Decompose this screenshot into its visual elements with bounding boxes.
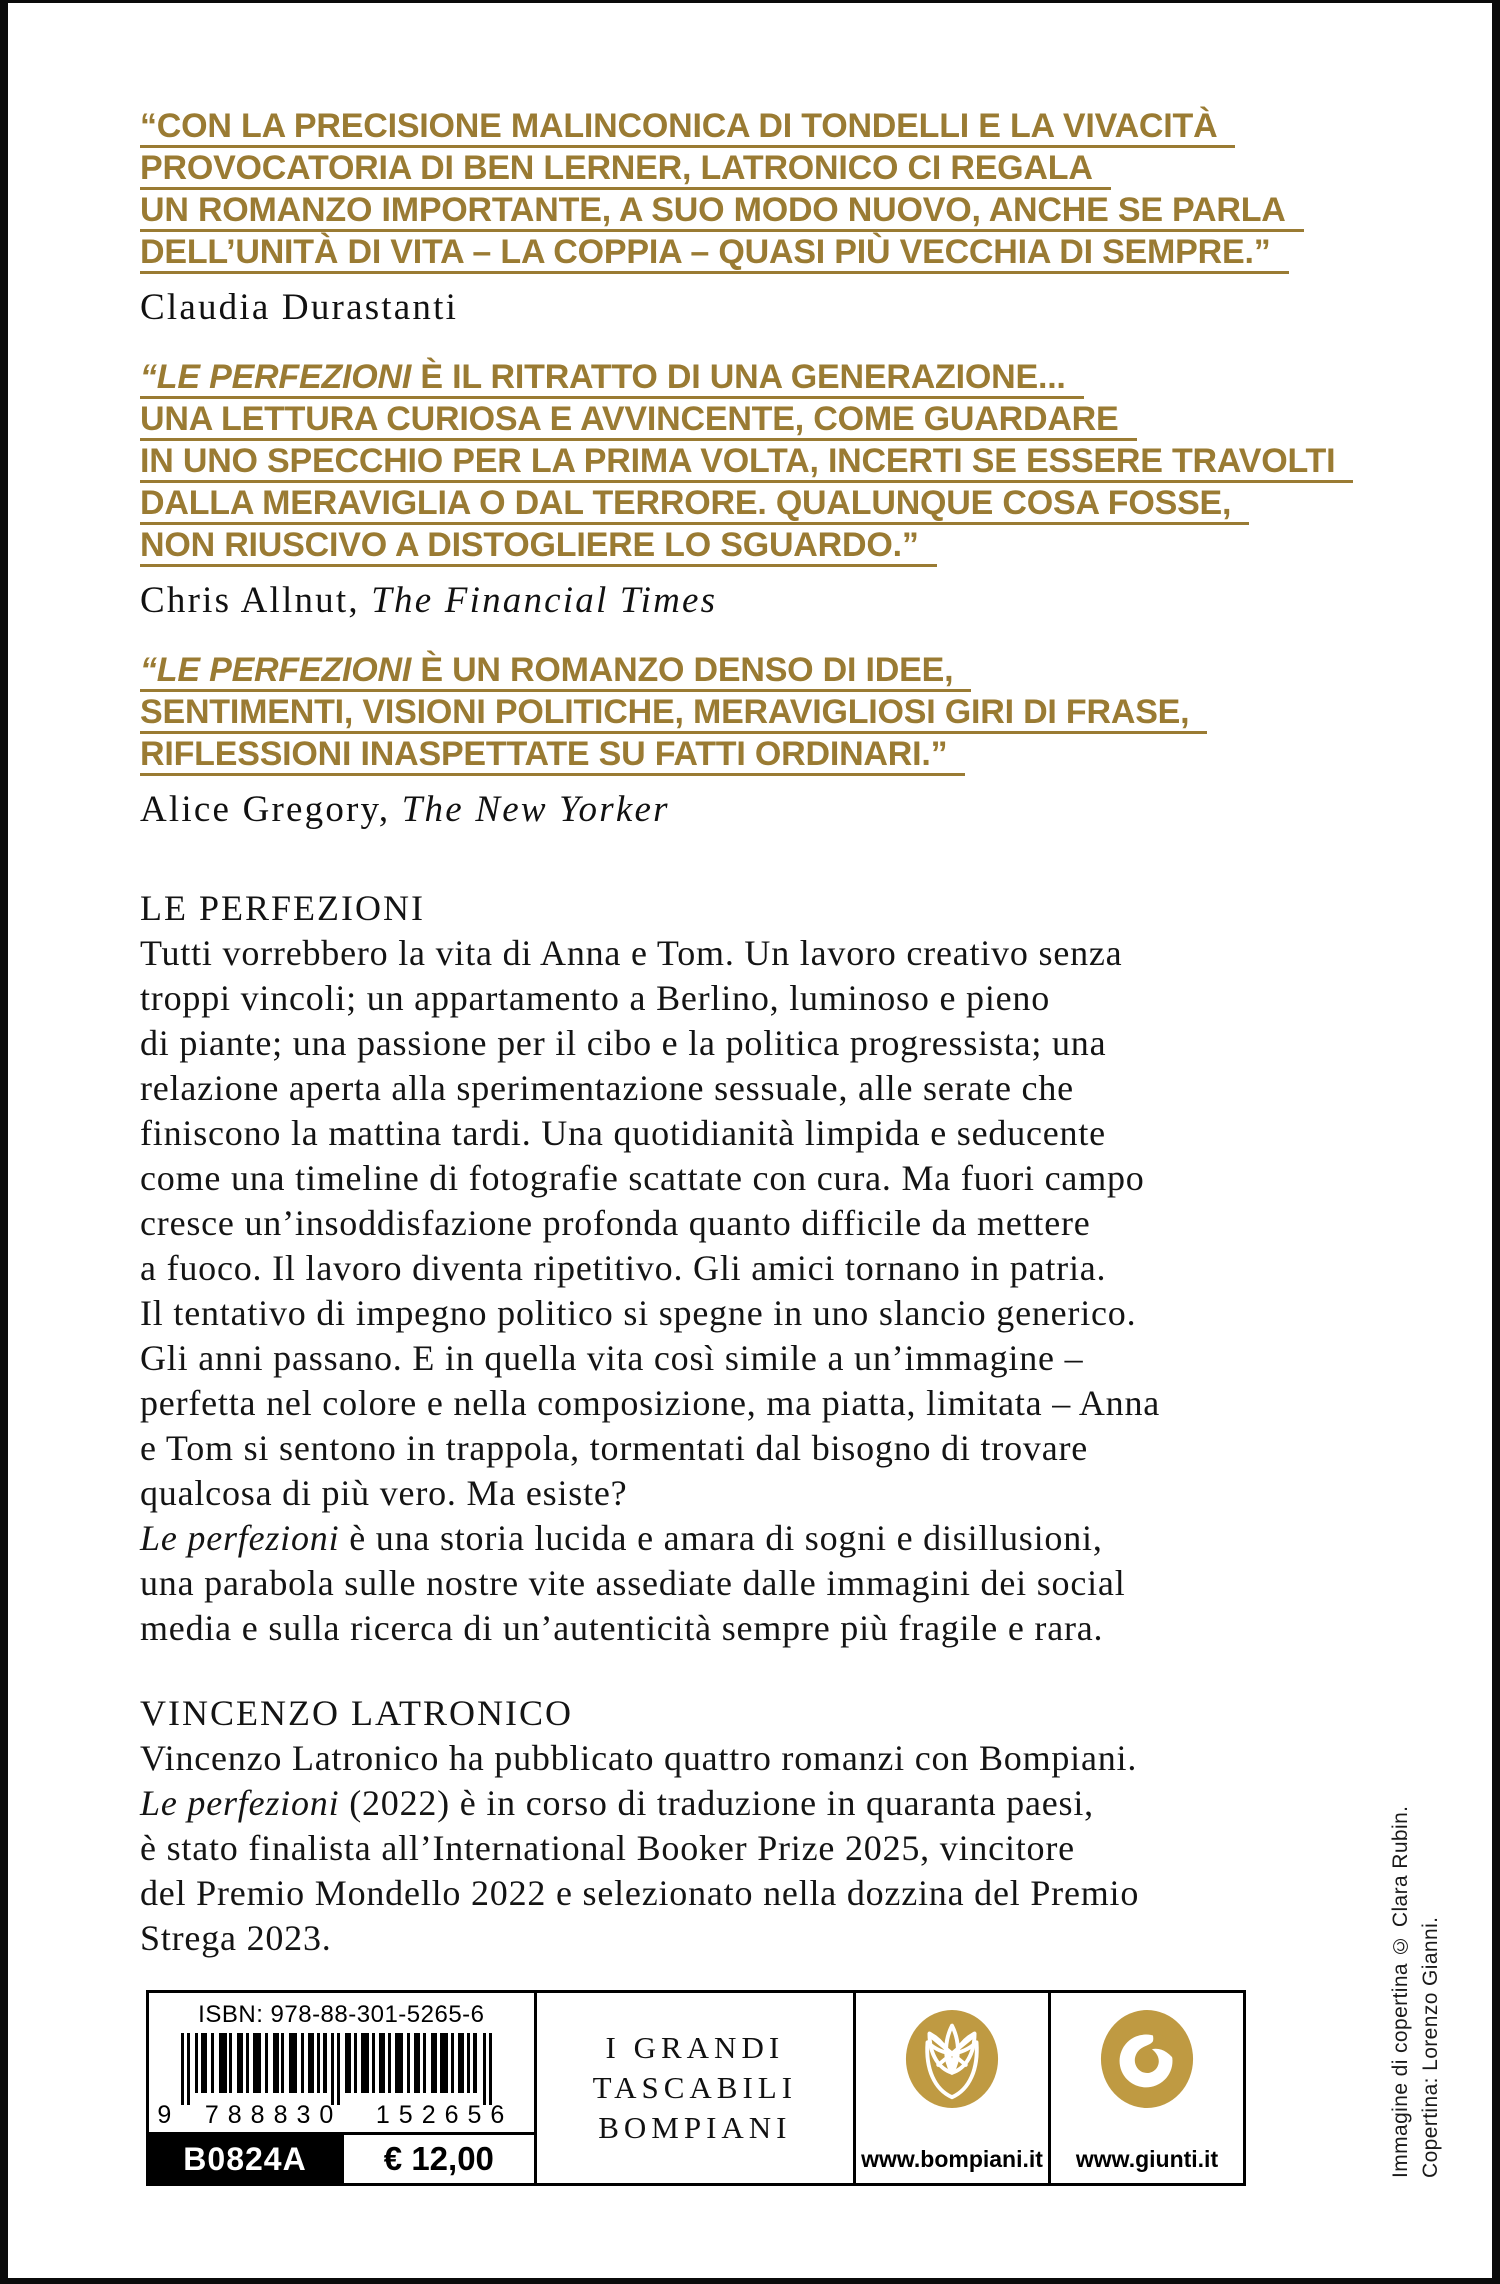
imprint-line: TASCABILI [592, 2070, 798, 2105]
quote-attribution [140, 286, 1380, 330]
quote-line [140, 235, 1289, 274]
giunti-url: www.giunti.it [1075, 2146, 1219, 2172]
quote-line [140, 695, 1207, 734]
quote-line [140, 360, 1084, 399]
text-segment: The New Yorker [401, 789, 670, 830]
synopsis-line [140, 1291, 1380, 1336]
text-segment: Alice Gregory, [140, 789, 402, 830]
synopsis-section [140, 886, 1380, 1651]
text-segment: DALLA MERAVIGLIA O DAL TERRORE. QUALUNQUE COSA FOSSE, [140, 484, 1232, 522]
price-row [149, 2132, 534, 2183]
synopsis-line [140, 1381, 1380, 1426]
bio-line [140, 1781, 1380, 1826]
synopsis-line [140, 1066, 1380, 1111]
barcode-digit-lead: 9 [157, 2101, 172, 2129]
synopsis-line [140, 1426, 1380, 1471]
synopsis-line [140, 931, 1380, 976]
synopsis-line [140, 1111, 1380, 1156]
text-segment: SENTIMENTI, VISIONI POLITICHE, MERAVIGLIOSI GIRI DI FRASE, [140, 693, 1190, 731]
text-segment: Le perfezioni [140, 1518, 340, 1558]
text-segment: Chris Allnut, [140, 580, 372, 621]
text-segment: “LE PERFEZIONI [140, 358, 412, 396]
barcode-digits-left: 788830 [204, 2101, 343, 2129]
edition-code-badge: B0824A [149, 2135, 341, 2183]
synopsis-line [140, 1336, 1380, 1381]
synopsis-line [140, 1606, 1380, 1651]
author-bio-text [140, 1736, 1380, 1961]
bompiani-panel [853, 1993, 1048, 2183]
text-segment: RIFLESSIONI INASPETTATE SU FATTI ORDINARI.” [140, 735, 948, 773]
synopsis-line [140, 1246, 1380, 1291]
text-segment: The Financial Times [371, 580, 718, 621]
text-segment: DELL’UNITÀ DI VITA – LA COPPIA – QUASI PIÙ VECCHIA DI SEMPRE.” [140, 233, 1271, 271]
text-segment: Claudia Durastanti [140, 287, 459, 328]
barcode-area [149, 1993, 534, 2132]
text-segment: relazione aperta alla sperimentazione sessuale, alle serate che [140, 1068, 1074, 1108]
synopsis-line [140, 976, 1380, 1021]
cover-image-credit: Immagine di copertina © Clara Rubin. [1389, 1805, 1412, 2178]
synopsis-line [140, 1021, 1380, 1066]
text-segment: media e sulla ricerca di un’autenticità sempre più fragile e rara. [140, 1608, 1104, 1648]
quote-line [140, 737, 965, 776]
imprint-line: BOMPIANI [598, 2110, 792, 2145]
text-segment: “LE PERFEZIONI [140, 651, 412, 689]
bio-line [140, 1826, 1380, 1871]
author-name-heading: VINCENZO LATRONICO [140, 1693, 573, 1733]
text-segment: PROVOCATORIA DI BEN LERNER, LATRONICO CI REGALA [140, 149, 1093, 187]
giunti-panel [1048, 1993, 1243, 2183]
isbn-label: ISBN: 978-88-301-5265-6 [198, 2001, 485, 2028]
quote-line [140, 402, 1137, 441]
quote-line [140, 151, 1111, 190]
text-segment: è una storia lucida e amara di sogni e disillusioni, [339, 1518, 1103, 1558]
text-segment: di piante; una passione per il cibo e la politica progressista; una [140, 1023, 1107, 1063]
imprint-line: I GRANDI [605, 2030, 785, 2065]
author-bio-section [140, 1691, 1380, 1961]
text-segment: e Tom si sentono in trappola, tormentati dal bisogno di trovare [140, 1428, 1089, 1468]
quote-line [140, 444, 1353, 483]
imprint-panel [534, 1993, 853, 2183]
text-segment: Vincenzo Latronico ha pubblicato quattro romanzi con Bompiani. [140, 1738, 1138, 1778]
synopsis-title: LE PERFEZIONI [140, 888, 425, 928]
cover-design-credit: Copertina: Lorenzo Gianni. [1419, 1916, 1442, 2178]
text-segment: Gli anni passano. E in quella vita così simile a un’immagine – [140, 1338, 1084, 1378]
text-segment: Tutti vorrebbero la vita di Anna e Tom. Un lavoro creativo senza [140, 933, 1123, 973]
text-segment: qualcosa di più vero. Ma esiste? [140, 1473, 628, 1513]
quote-line [140, 653, 971, 692]
text-segment: Le perfezioni [140, 1783, 340, 1823]
quote-line [140, 486, 1249, 525]
text-segment: perfetta nel colore e nella composizione, ma piatta, limitata – Anna [140, 1383, 1161, 1423]
price-label: € 12,00 [341, 2135, 534, 2183]
synopsis-line [140, 1516, 1380, 1561]
synopsis-line [140, 1471, 1380, 1516]
quote-line [140, 528, 937, 567]
text-segment: (2022) è in corso di traduzione in quaranta paesi, [339, 1783, 1094, 1823]
quote-block [140, 360, 1380, 623]
giunti-swirl-icon [1098, 2009, 1196, 2109]
text-segment: a fuoco. Il lavoro diventa ripetitivo. Gli amici tornano in patria. [140, 1248, 1107, 1288]
text-segment: Il tentativo di impegno politico si spegne in uno slancio generico. [140, 1293, 1137, 1333]
quote-attribution [140, 579, 1380, 623]
quote-line [140, 109, 1235, 148]
text-segment: IN UNO SPECCHIO PER LA PRIMA VOLTA, INCERTI SE ESSERE TRAVOLTI [140, 442, 1336, 480]
text-segment: come una timeline di fotografie scattate con cura. Ma fuori campo [140, 1158, 1145, 1198]
footer-strip [146, 1990, 1246, 2186]
text-segment: una parabola sulle nostre vite assediate dalle immagini dei social [140, 1563, 1126, 1603]
cover-content [140, 109, 1380, 1961]
synopsis-line [140, 1561, 1380, 1606]
text-segment: troppi vincoli; un appartamento a Berlino, luminoso e pieno [140, 978, 1051, 1018]
text-segment: del Premio Mondello 2022 e selezionato nella dozzina del Premio [140, 1873, 1140, 1913]
ean-barcode-icon [181, 2033, 501, 2105]
press-quotes [140, 109, 1380, 832]
quote-block [140, 109, 1380, 330]
bompiani-tulip-icon [903, 2009, 1001, 2109]
cover-credits [1386, 1793, 1446, 2178]
bio-line [140, 1916, 1380, 1961]
text-segment: finiscono la mattina tardi. Una quotidianità limpida e seducente [140, 1113, 1106, 1153]
bio-line [140, 1871, 1380, 1916]
barcode-digits [157, 2101, 525, 2130]
text-segment: UN ROMANZO IMPORTANTE, A SUO MODO NUOVO, ANCHE SE PARLA [140, 191, 1286, 229]
text-segment: è stato finalista all’International Booker Prize 2025, vincitore [140, 1828, 1075, 1868]
bompiani-url: www.bompiani.it [861, 2146, 1043, 2172]
synopsis-line [140, 1156, 1380, 1201]
quote-line [140, 193, 1304, 232]
text-segment: È IL RITRATTO DI UNA GENERAZIONE... [411, 358, 1066, 396]
quote-block [140, 653, 1380, 832]
synopsis-text [140, 931, 1380, 1651]
text-segment: cresce un’insoddisfazione profonda quanto difficile da mettere [140, 1203, 1091, 1243]
synopsis-line [140, 1201, 1380, 1246]
text-segment: “CON LA PRECISIONE MALINCONICA DI TONDELLI E LA VIVACITÀ [140, 107, 1218, 145]
text-segment: UNA LETTURA CURIOSA E AVVINCENTE, COME GUARDARE [140, 400, 1119, 438]
quote-attribution [140, 788, 1380, 832]
text-segment: NON RIUSCIVO A DISTOGLIERE LO SGUARDO.” [140, 526, 919, 564]
barcode-panel [149, 1993, 534, 2183]
text-segment: È UN ROMANZO DENSO DI IDEE, [411, 651, 954, 689]
barcode-digits-right: 152656 [375, 2101, 514, 2129]
bio-line [140, 1736, 1380, 1781]
text-segment: Strega 2023. [140, 1918, 332, 1958]
